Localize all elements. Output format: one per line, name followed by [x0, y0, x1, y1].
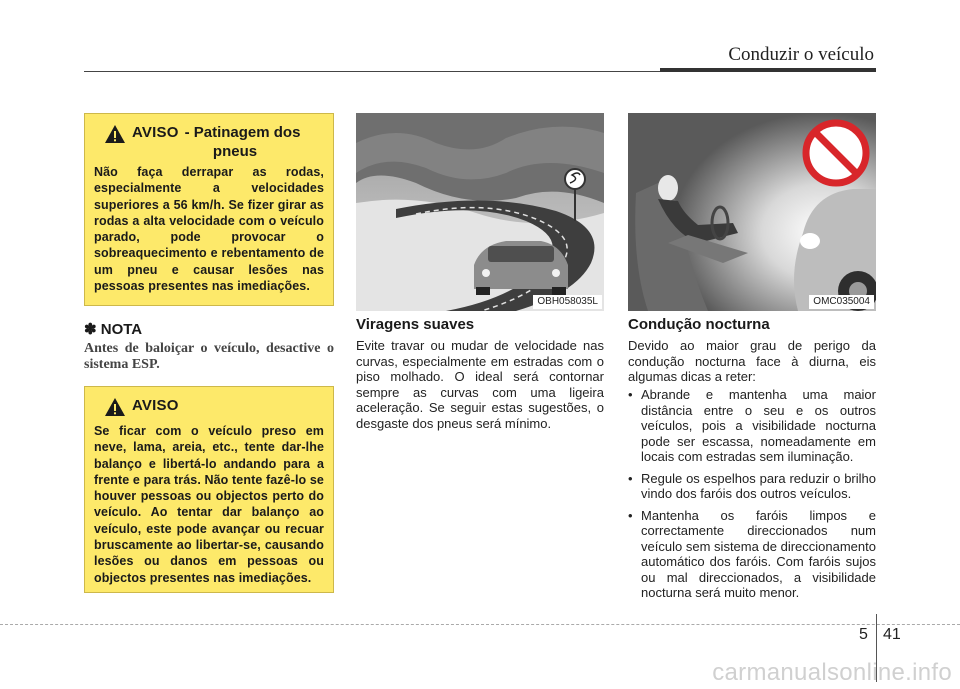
winding-road-photo	[356, 113, 604, 311]
warning-label: AVISO	[132, 124, 179, 141]
warning-triangle-icon	[104, 397, 126, 417]
watermark: carmanualsonline.info	[712, 659, 952, 686]
smooth-cornering-text: Evite travar ou mudar de velocidade nas curvas, especialmente em estradas com o piso molhado. O ideal será contornar sempre as curvas com uma ligeira aceleração. Se seguir estas sugestões, o desgaste dos pneus será mínimo.	[356, 338, 604, 431]
tip-item: • Regule os espelhos para reduzir o brilho vindo dos faróis dos outros veículos.	[628, 471, 876, 502]
night-driving-tips	[628, 387, 876, 607]
note-text: Antes de baloiçar o veículo, desactive o sistema ESP.	[84, 341, 334, 372]
warning-box-stuck-vehicle	[84, 386, 334, 593]
warning-subtitle-continued: pneus	[212, 143, 258, 160]
section-title-night-driving: Condução nocturna	[628, 316, 770, 333]
header-rule	[84, 71, 660, 72]
page-header-title: Conduzir o veículo	[728, 44, 874, 65]
warning-subtitle: - Patinagem dos	[184, 124, 301, 141]
tip-item: • Abrande e mantenha uma maior distância entre o seu e os outros veículos, pois a visibilidade nocturna pode ser escassa, nomeadamente em locais com estradas sem iluminação.	[628, 387, 876, 465]
night-driving-intro: Devido ao maior grau de perigo da condução nocturna face à diurna, eis algumas dicas a reter:	[628, 338, 876, 384]
winding-road-illustration	[356, 113, 604, 311]
warning-text: Não faça derrapar as rodas, especialmente a velocidades superiores a 56 km/h. Se fizer girar as rodas a alta velocidade com o veículo parado, pode provocar o sobreaquecimento e rebentamento de um pneu e causar lesões nas pessoas presentes nas imediações.	[94, 165, 324, 294]
warning-triangle-icon	[104, 124, 126, 144]
header-rule-accent	[660, 68, 876, 72]
night-driving-illustration	[628, 113, 876, 311]
chapter-number: 5	[859, 626, 868, 643]
section-title-smooth-cornering: Viragens suaves	[356, 316, 475, 333]
warning-box-tire-spin	[84, 113, 334, 306]
photo-code: OBH058035L	[533, 295, 602, 309]
photo-code: OMC035004	[809, 295, 874, 309]
note-title: ✽ NOTA	[84, 321, 143, 338]
warning-header	[94, 397, 324, 417]
warning-label: AVISO	[132, 397, 179, 414]
footer-rule	[0, 624, 960, 625]
prohibition-icon	[806, 123, 866, 183]
night-driving-photo	[628, 113, 876, 311]
tip-item: • Mantenha os faróis limpos e correctamente direccionados num veículo sem sistema de direccionamento automático dos faróis. Com faróis sujos ou mal direccionados, a visibilidade nocturna será muito menor.	[628, 508, 876, 601]
page-number: 41	[883, 626, 901, 643]
warning-header	[94, 124, 324, 144]
car-illustration	[474, 241, 568, 295]
warning-text: Se ficar com o veículo preso em neve, lama, areia, etc., tente dar-lhe balanço e libertá-lo andando para a frente e para trás. Não tente fazê-lo se houver pessoas ou objectos perto do veículo. Ao tentar dar balanço ao veículo, este pode avançar ou recuar bruscamente ao libertar-se, causando lesões ou danos em pessoas ou objectos presentes nas imediações.	[94, 424, 324, 585]
